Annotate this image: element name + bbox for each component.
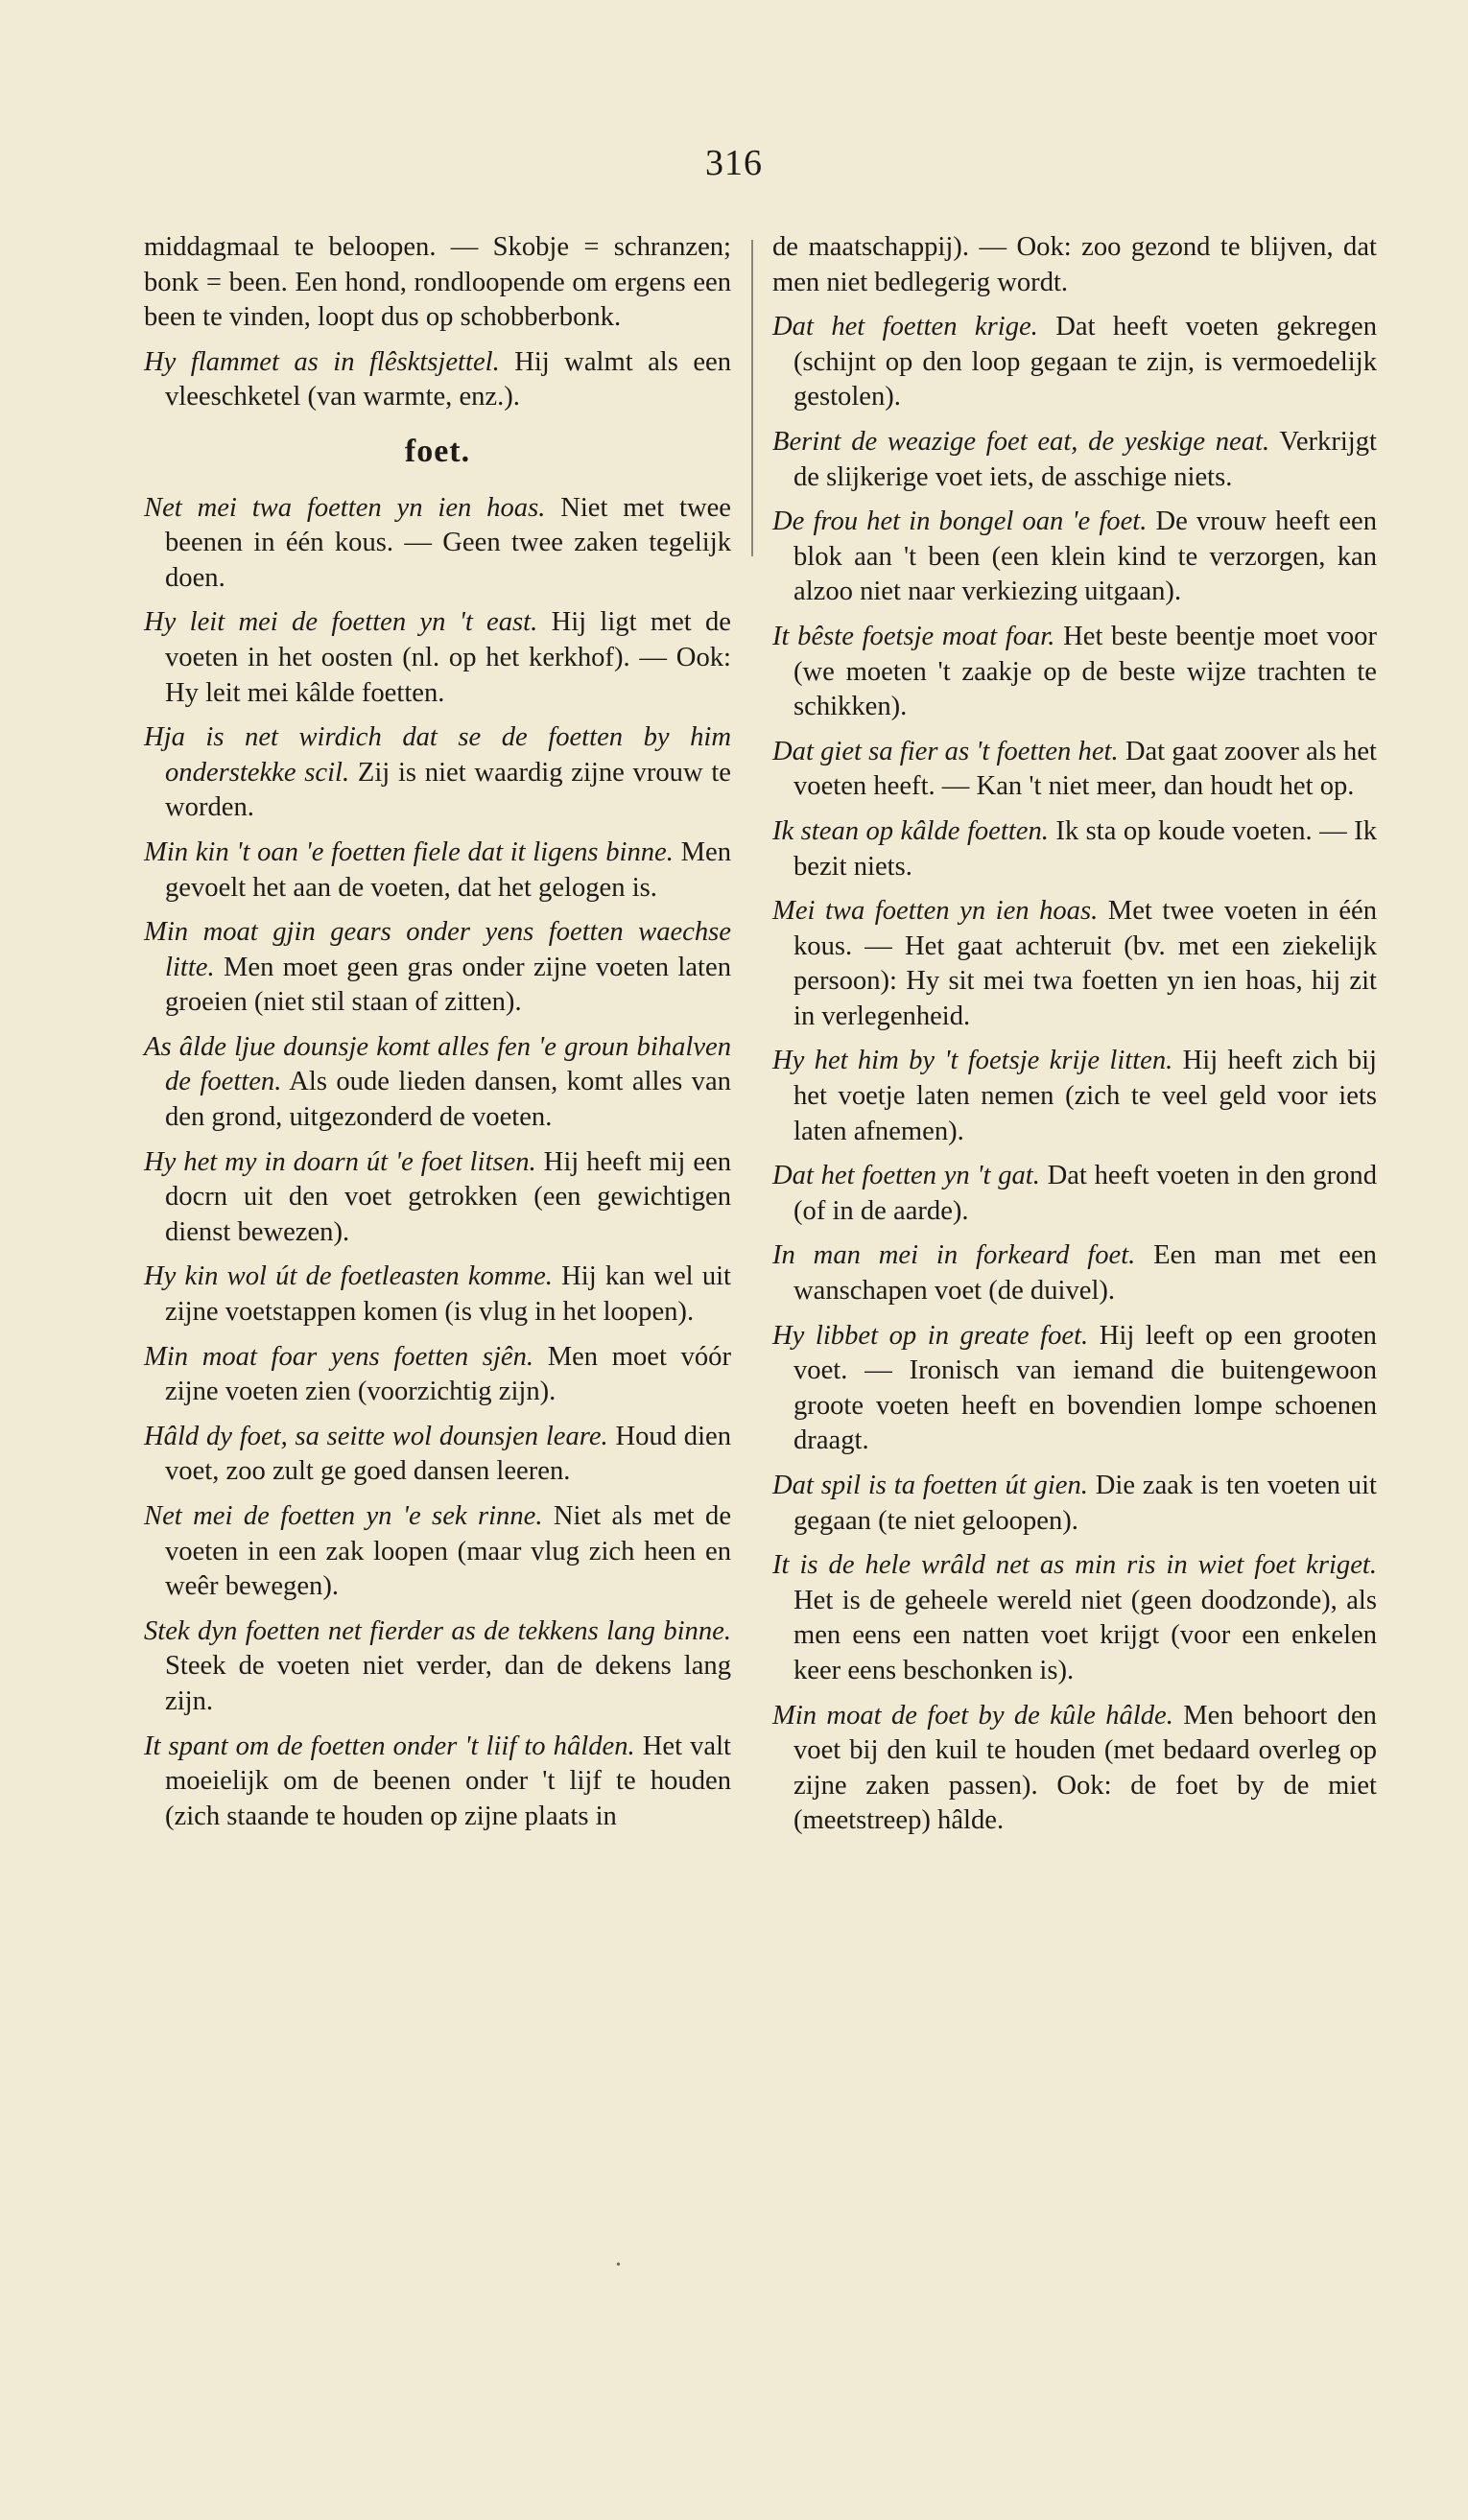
section-heading: foet. (404, 433, 471, 469)
entry-text: Niet met twee beenen in één kous. — Geen twee zaken tegelijk doen. (165, 492, 731, 593)
entry (144, 1614, 731, 1720)
left-column (144, 230, 731, 1844)
entry (772, 1699, 1377, 1839)
entry-text: Het valt moeielijk om de beenen onder 't lijf te houden (zich staande te houden op zijne plaats in (165, 1731, 731, 1831)
entry-phrase: Net mei twa foetten yn ien hoas. (144, 492, 546, 523)
entry-phrase: De frou het in bongel oan 'e foet. (772, 506, 1148, 537)
entry-text: Steek de voeten niet verder, dan de dekens lang zijn. (165, 1651, 731, 1716)
entry-phrase: Berint de weazige foet eat, de yeskige neat. (772, 426, 1270, 457)
entry (772, 1159, 1377, 1229)
entry-phrase: Dat het foetten yn 't gat. (772, 1161, 1040, 1191)
entry (144, 1499, 731, 1605)
entry (772, 1469, 1377, 1539)
entry (772, 310, 1377, 415)
column-divider (751, 240, 753, 556)
entry-text: Een man met een wanschapen voet (de duivel). (793, 1240, 1377, 1307)
entry-phrase: Min moat gjin gears onder yens foetten waechse litte. (144, 917, 731, 982)
entry (772, 505, 1377, 610)
entry-text: Zij is niet waardig zijne vrouw te worden. (165, 757, 731, 823)
entry-text: Hij heeft mij een docrn uit den voet getrokken (een gewichtigen dienst bewezen). (165, 1146, 731, 1247)
entry-text: Dat gaat zoover als het voeten heeft. — Kan 't niet meer, dan houdt het op. (793, 736, 1377, 802)
entry-text: Men gevoelt het aan de voeten, dat het gelogen is. (165, 836, 731, 903)
entry (144, 605, 731, 711)
entry (772, 1044, 1377, 1149)
entry-phrase: It spant om de foetten onder 't liif to hâlden. (144, 1731, 635, 1761)
entry-phrase: Hja is net wirdich dat se de foetten by him onderstekke scil. (144, 722, 731, 788)
entry (144, 1340, 731, 1410)
entry-phrase: It is de hele wrâld net as min ris in wiet foet kriget. (772, 1550, 1377, 1581)
entry (772, 735, 1377, 805)
entry-text: Hij ligt met de voeten in het oosten (nl. op het kerkhof). — Ook: Hy leit mei kâlde foetten. (165, 607, 731, 708)
entry (772, 1319, 1377, 1459)
entry-text: Dat heeft voeten gekregen (schijnt op den loop gegaan te zijn, is vermoedelijk gestolen). (793, 312, 1377, 412)
entry-text: Het beste beentje moet voor (we moeten 't zaakje op de beste wijze trachten te schikken). (793, 621, 1377, 722)
entry-phrase: Dat het foetten krige. (772, 312, 1038, 342)
entry-phrase: Net mei de foetten yn 'e sek rinne. (144, 1501, 543, 1531)
entry-text: Met twee voeten in één kous. — Het gaat achteruit (bv. met een ziekelijk persoon): Hy sit mei twa foetten yn ien hoas, hij zit in verlegenheid. (793, 896, 1378, 1031)
entry (144, 915, 731, 1021)
entry-phrase: Hy flammet as in flêsktsjettel. (144, 346, 500, 377)
entry-phrase: Stek dyn foetten net fierder as de tekkens lang binne. (144, 1615, 731, 1646)
entry-text: Men moet geen gras onder zijne voeten laten groeien (niet stil staan of zitten). (165, 952, 731, 1018)
entry-text: Men moet vóór zijne voeten zien (voorzichtig zijn). (165, 1341, 731, 1407)
entry-text: Hij kan wel uit zijne voetstappen komen (is vlug in het loopen). (165, 1261, 732, 1328)
entry (144, 1730, 731, 1835)
entry-text: Als oude lieden dansen, komt alles van den grond, uitgezonderd de voeten. (165, 1067, 731, 1133)
entry-text: Houd dien voet, zoo zult ge goed dansen leeren. (165, 1421, 731, 1487)
entry-text: Die zaak is ten voeten uit gegaan (te niet geloopen). (793, 1471, 1377, 1536)
entry-text: Verkrijgt de slijkerige voet iets, de asschige niets. (793, 426, 1377, 492)
entry-phrase: Hy libbet op in greate foet. (772, 1320, 1089, 1351)
entry-text: Hij leeft op een grooten voet. — Ironisch van iemand die buitengewoon groote voeten heeft en bovendien lompe schoenen draagt. (793, 1320, 1377, 1456)
entry (772, 1548, 1377, 1688)
entry-phrase: It bêste foetsje moat foar. (772, 621, 1055, 651)
entry (772, 894, 1377, 1034)
entry (772, 1238, 1377, 1308)
entry-text: Hij walmt als een vleeschketel (van warmte, enz.). (165, 346, 732, 412)
entry-text: middagmaal te beloopen. — Skobje = schranzen; bonk = been. Een hond, rondloopende om ergens een been te vinden, loopt dus op schobberbonk. (144, 232, 731, 333)
entry-phrase: Mei twa foetten yn ien hoas. (772, 896, 1099, 927)
left-entries-after (144, 491, 731, 1835)
entry-phrase: Hy leit mei de foetten yn 't east. (144, 607, 538, 638)
entry-phrase: Min kin 't oan 'e foetten fiele dat it ligens binne. (144, 836, 674, 867)
entry-phrase: Hâld dy foet, sa seitte wol dounsjen leare. (144, 1421, 608, 1451)
entry (772, 620, 1377, 725)
entry (144, 345, 731, 415)
entry-text: Hij heeft zich bij het voetje laten nemen (zich te veel geld voor iets laten afnemen). (793, 1046, 1378, 1146)
entry-phrase: Min moat de foet by de kûle hâlde. (772, 1700, 1173, 1731)
entry (144, 230, 731, 336)
entry-phrase: In man mei in forkeard foet. (772, 1240, 1136, 1271)
entry-phrase: Hy het my in doarn út 'e foet litsen. (144, 1146, 536, 1177)
entry (144, 491, 731, 597)
entry-phrase: Hy kin wol út de foetleasten komme. (144, 1261, 553, 1292)
entry (772, 425, 1377, 495)
entry (772, 814, 1377, 884)
entry-phrase: Ik stean op kâlde foetten. (772, 815, 1049, 846)
entry (144, 1030, 731, 1136)
entry-text: De vrouw heeft een blok aan 't been (een klein kind te verzorgen, kan alzoo niet naar verkiezing uitgaan). (793, 506, 1378, 607)
entry (144, 1260, 731, 1330)
entry-text: Ik sta op koude voeten. — Ik bezit niets. (793, 815, 1377, 882)
print-mark: • (616, 2258, 621, 2273)
entry (144, 836, 731, 906)
entry-text: Dat heeft voeten in den grond (of in de aarde). (793, 1161, 1377, 1226)
entry-phrase: Dat giet sa fier as 't foetten het. (772, 736, 1119, 766)
entry (144, 1145, 731, 1251)
entry-text: de maatschappij). — Ook: zoo gezond te blijven, dat men niet bedlegerig wordt. (772, 232, 1377, 297)
entry-text: Niet als met de voeten in een zak loopen (maar vlug zich heen en weêr bewegen). (165, 1501, 732, 1602)
entry-phrase: Hy het him by 't foetsje krije litten. (772, 1046, 1173, 1076)
entry (144, 1420, 731, 1490)
page-number: 316 (705, 143, 763, 183)
entry-phrase: Min moat foar yens foetten sjên. (144, 1341, 534, 1372)
entry (144, 720, 731, 826)
entry-text: Men behoort den voet bij den kuil te houden (met bedaard overleg op zijne zaken passen). Ook: de foet by de miet (meetstreep) hâlde. (793, 1700, 1377, 1836)
entry-phrase: As âlde ljue dounsje komt alles fen 'e groun bihalven de foetten. (144, 1031, 731, 1097)
left-entries-before (144, 230, 731, 415)
right-column (772, 230, 1377, 1849)
entry (772, 230, 1377, 300)
entry-phrase: Dat spil is ta foetten út gien. (772, 1471, 1088, 1500)
entry-text: Het is de geheele wereld niet (geen doodzonde), als men eens een natten voet krijgt (voor een enkelen keer eens beschonken is). (793, 1585, 1377, 1685)
